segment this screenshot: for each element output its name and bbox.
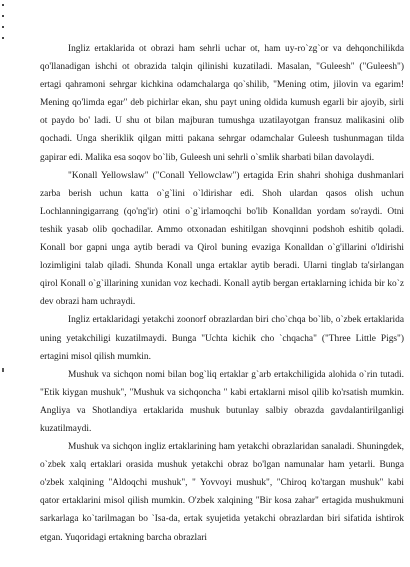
paragraph: Ingliz ertaklaridagi yetakchi zoonorf obrazlardan biri cho`chqa bo`lib, o`zbek ertaklarida uning yetakchiligi kuzatilmaydi. Bunga "Uchta kichik cho `chqacha" ("Three Little Pigs") ertagini misol qilish mumkin. <box>40 315 404 362</box>
paragraph: Mushuk va sichqon ingliz ertaklarining ham yetakchi obrazlaridan sanaladi. Shuningdek, o`zbek xalq ertaklari orasida mushuk yetakchi obraz bo'lgan namunalar ham yetarli. Bunga o'zbek xalqining "Aldoqchi mushuk", " Yovvoyi mushuk", "Chiroq ko'targan mushuk" kabi qator ertaklarini misol qilish mumkin. O'zbek xalqining "Bir kosa zahar" ertagida mushukmuni sarkarlaga ko`tarilmagan bo `Isa-da, ertak syujetida yetakchi obrazlardan biri sifatida ishtirok etgan. Yuqoridagi ertakning barcha obrazlari <box>40 442 404 543</box>
paragraph: "Konall Yellowslaw" ("Conall Yellowclaw") ertagida Erin shahri shohiga dushmanlari zarba berish uchun katta o`g`lini o`ldirishar edi. Shoh ulardan qasos olish uchun Lochlanningigarrang (qo'ng'ir) otini o`g`irlamoqchi bo'lib Konalldan yordam so'raydi. Otni teshik yasab olib qochadilar. Ammo otxonadan eshitilgan shovqinni podshoh eshitib qoladi. Konall bor gapni unga aytib beradi va Qirol buning evaziga Konalldan o`g'illarini o'ldirishi lozimligini talab qiladi. Shunda Konall unga ertaklar aytib beradi. Ularni tinglab ta'sirlangan qirol Konall o`g`illarining xunidan voz kechadi. Konall aytib bergan ertaklarning ichida bir ko`z dev obrazi ham uchraydi. <box>40 170 404 308</box>
margin-dot <box>2 37 4 39</box>
margin-mark <box>2 368 4 372</box>
margin-dot <box>2 15 4 17</box>
margin-dot <box>2 26 4 28</box>
paragraph: Ingliz ertaklarida ot obrazi ham sehrli uchar ot, ham uy-ro`zg`or va dehqonchilikda qo'llanadigan ishchi ot obrazida talqin qilinishi kuzatiladi. Masalan, "Guleesh" ("Guleesh") ertagi qahramoni sehrgar kichkina odamchalarga qo`shilib, "Mening otim, jilovin va egarim! Mening qo'limda egar" deb pichirlar ekan, shu payt uning oldida kumush egarli bir ajoyib, sirli ot paydo bo' ladi. U shu ot bilan majburan tumushga uzatilayotgan fransuz malikasini olib qochadi. Unga sheriklik qilgan mitti pakana sehrgar odamchalar Guleesh tushunmagan tilda gapirar edi. Malika esa soqov bo`lib, Guleesh uni sehrli o`smlik sharbati bilan davolaydi. <box>40 44 404 163</box>
paragraph: Mushuk va sichqon nomi bilan bog`liq ertaklar g`arb ertakchiligida alohida o`rin tutadi. "Etik kiygan mushuk", "Mushuk va sichqoncha " kabi ertaklarni misol qilib ko'rsatish mumkin. Angliya va Shotlandiya ertaklarida mushuk butunlay salbiy obrazda gavdalantirilganligi kuzatilmaydi. <box>40 369 404 434</box>
margin-marks <box>2 4 8 48</box>
margin-dot <box>2 4 4 6</box>
body-text <box>40 40 404 547</box>
